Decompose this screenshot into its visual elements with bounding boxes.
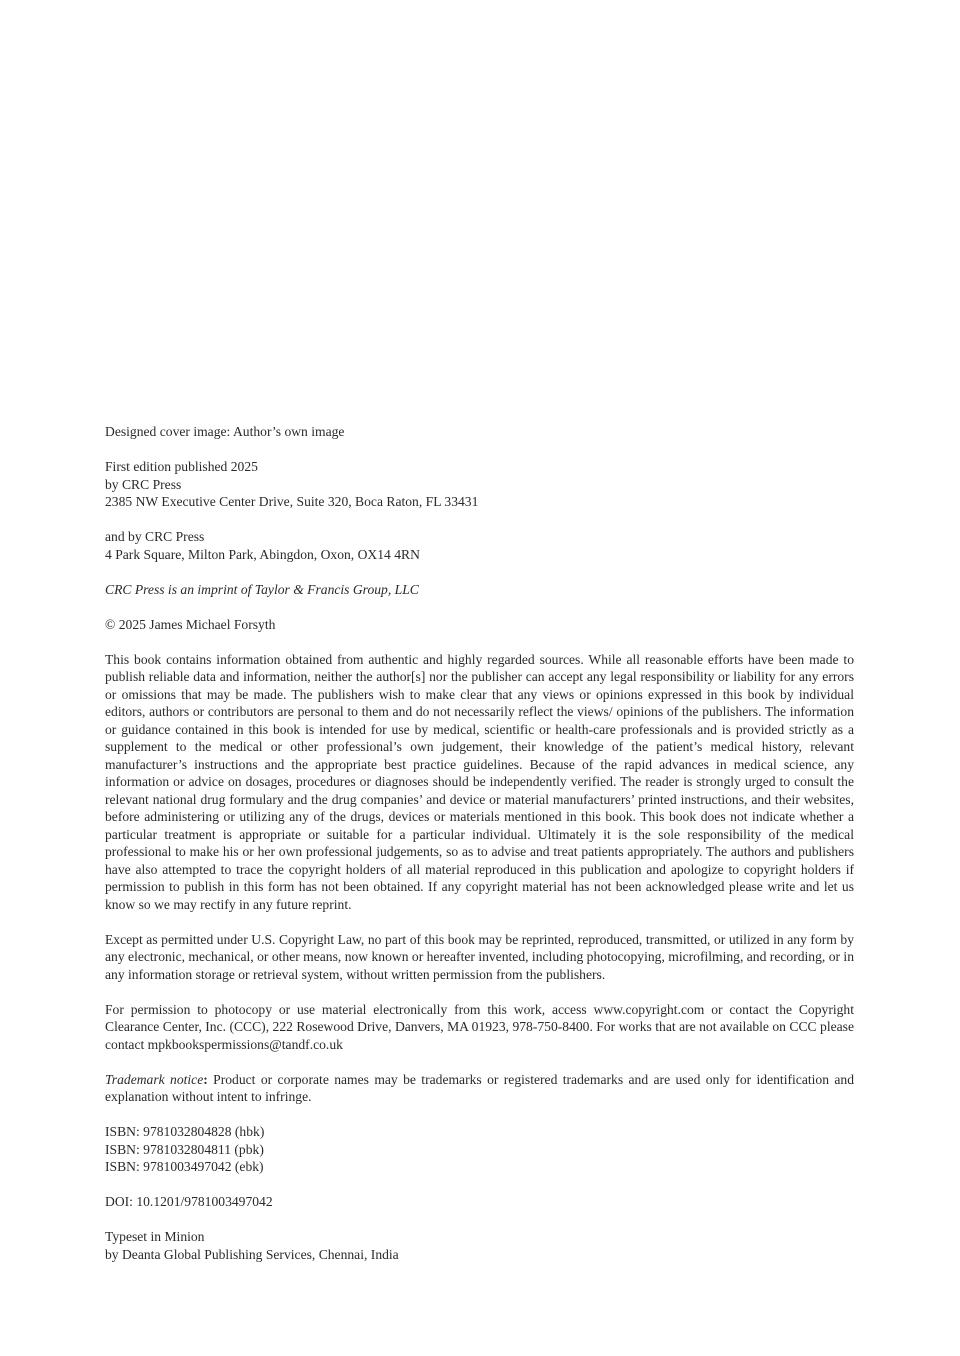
isbn-hbk: ISBN: 9781032804828 (hbk): [105, 1124, 265, 1139]
cover-credit: Designed cover image: Author’s own image: [105, 424, 345, 439]
isbn-section: [105, 1123, 854, 1176]
imprint-section: [105, 581, 854, 599]
typesetter: by Deanta Global Publishing Services, Chennai, India: [105, 1246, 399, 1262]
isbn-pbk: ISBN: 9781032804811 (pbk): [105, 1141, 264, 1157]
cover-credit-section: [105, 423, 854, 441]
edition-line: First edition published 2025: [105, 459, 258, 474]
disclaimer-paragraph: This book contains information obtained from authentic and highly regarded sources. While all reasonable efforts have been made to publish reliable data and information, neither the author[s] nor the publisher can accept any legal responsibility or liability for any errors or omissions that may be made. The publishers wish to make clear that any views or opinions expressed in this book by individual editors, authors or contributors are personal to them and do not necessarily reflect the views/ opinions of the publishers. The information or guidance contained in this book is intended for use by medical, scientific or health-care professionals and is provided strictly as a supplement to the medical or other professional’s own judgement, their knowledge of the patient’s medical history, relevant manufacturer’s instructions and the appropriate best practice guidelines. Because of the rapid advances in medical science, any information or advice on dosages, procedures or diagnoses should be independently verified. The reader is strongly urged to consult the relevant national drug formulary and the drug companies’ and device or material manufacturers’ printed instructions, and their websites, before administering or utilizing any of the drugs, devices or materials mentioned in this book. This book does not indicate whether a particular treatment is appropriate or suitable for a particular individual. Ultimately it is the sole responsibility of the medical professional to make his or her own professional judgements, so as to advise and treat patients appropriately. The authors and publishers have also attempted to trace the copyright holders of all material reproduced in this publication and apologize to copyright holders if permission to publish in this form has not been obtained. If any copyright material has not been acknowledged please write and let us know so we may rectify in any future reprint.: [105, 651, 854, 912]
trademark-colon: :: [203, 1071, 208, 1087]
imprint-statement: CRC Press is an imprint of Taylor & Francis Group, LLC: [105, 581, 419, 597]
reproduction-notice: Except as permitted under U.S. Copyright Law, no part of this book may be reprinted, reproduced, transmitted, or utilized in any form by any electronic, mechanical, or other means, now known or hereafter invented, including photocopying, microfilming, and recording, or in any information storage or retrieval system, without written permission from the publishers.: [105, 931, 854, 982]
trademark-label: Trademark notice: [105, 1071, 204, 1087]
copyright-notice: © 2025 James Michael Forsyth: [105, 616, 276, 632]
copyright-section: [105, 616, 854, 634]
uk-publisher-section: [105, 528, 854, 563]
copyright-block: [105, 423, 854, 1281]
typeset-font: Typeset in Minion: [105, 1229, 205, 1244]
trademark-text: Product or corporate names may be trademarks or registered trademarks and are used only for identification and explanation without intent to infringe.: [105, 1071, 855, 1104]
typeset-section: [105, 1228, 854, 1263]
doi: DOI: 10.1201/9781003497042: [105, 1194, 273, 1209]
doi-section: [105, 1193, 854, 1211]
publisher-name: by CRC Press: [105, 476, 182, 492]
edition-section: [105, 458, 854, 511]
publisher-us-address: 2385 NW Executive Center Drive, Suite 320, Boca Raton, FL 33431: [105, 494, 479, 509]
trademark-notice: [105, 1071, 854, 1106]
isbn-ebk: ISBN: 9781003497042 (ebk): [105, 1159, 264, 1174]
permissions-paragraph: For permission to photocopy or use material electronically from this work, access www.copyright.com or contact the Copyright Clearance Center, Inc. (CCC), 222 Rosewood Drive, Danvers, MA 01923, 978-750-8400. For works that are not available on CCC please contact mpkbookspermissions@tandf.co.uk: [105, 1001, 854, 1052]
uk-publisher-address: 4 Park Square, Milton Park, Abingdon, Oxon, OX14 4RN: [105, 546, 420, 562]
uk-publisher-name: and by CRC Press: [105, 529, 205, 544]
